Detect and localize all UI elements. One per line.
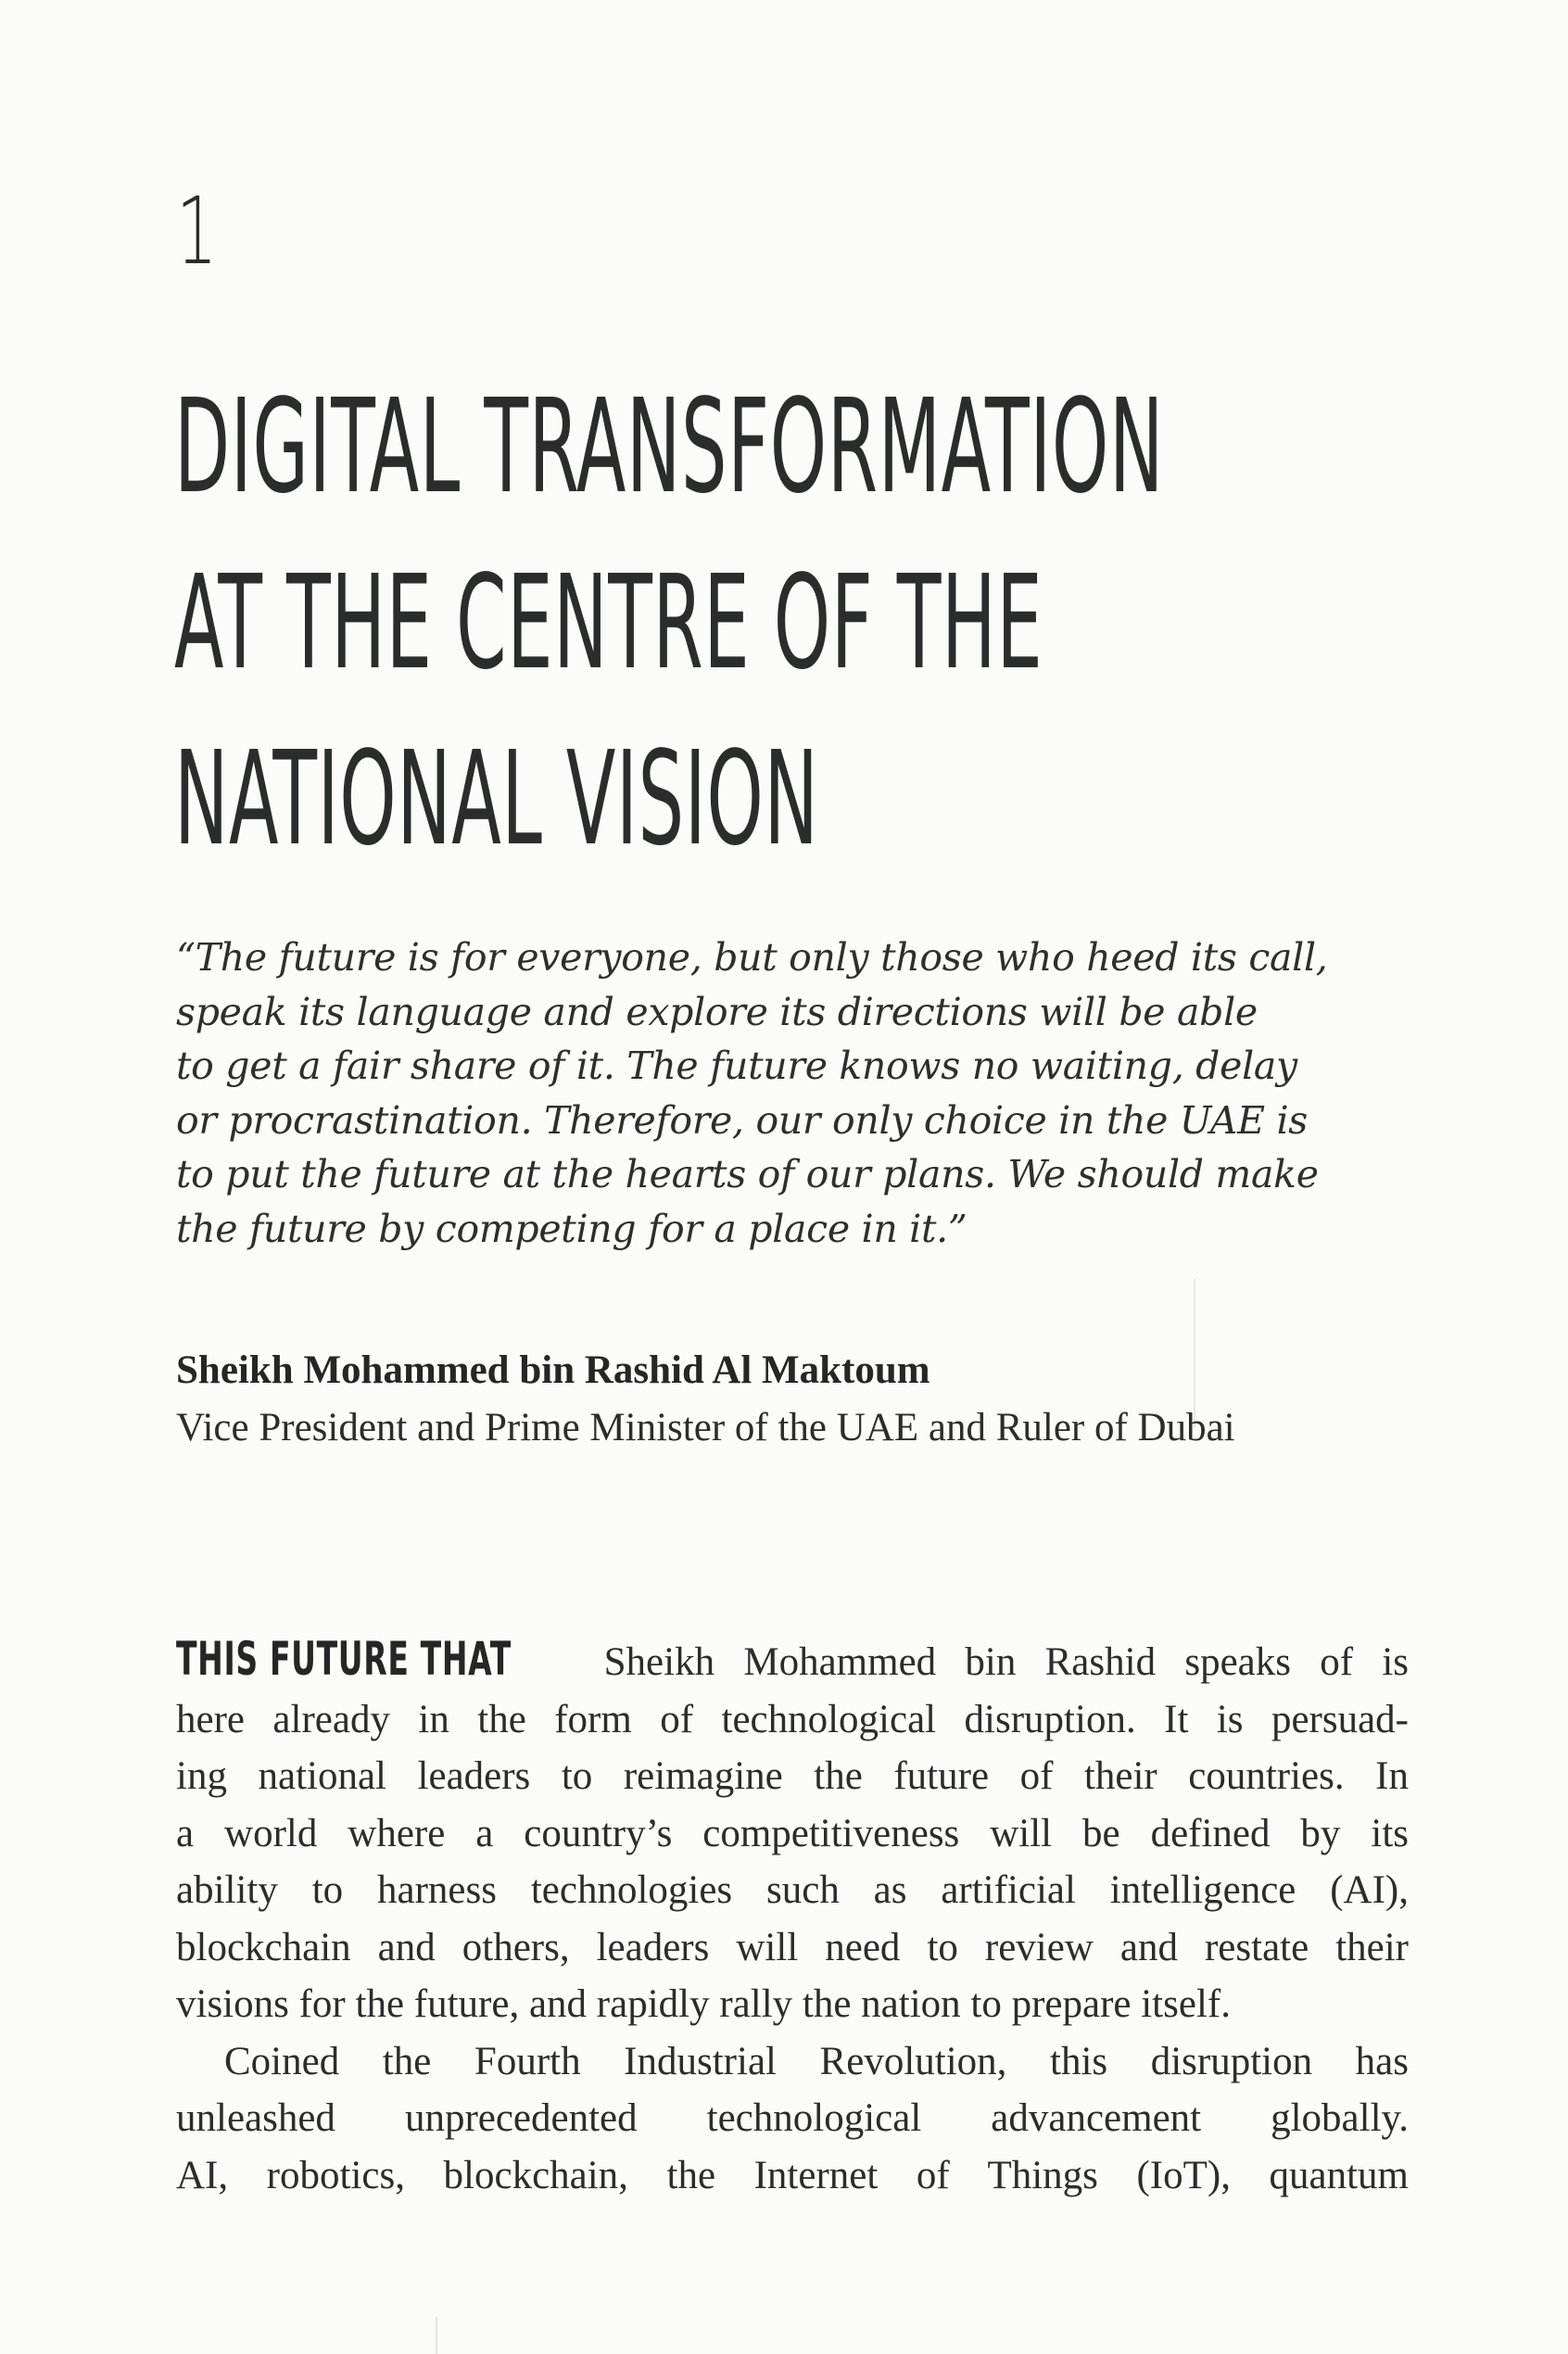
lead-in-caps: THIS FUTURE THAT: [176, 1632, 512, 1686]
body-line: Coined the Fourth Industrial Revolution, this disruption has: [224, 2039, 1409, 2083]
attribution-name: Sheikh Mohammed bin Rashid Al Maktoum: [176, 1348, 930, 1392]
body-paragraph: [176, 2033, 1409, 2205]
body-line: visions for the future, and rapidly rally the nation to prepare itself.: [176, 1982, 1231, 2026]
body-line: ability to harness technologies such as artificial intelligence (AI),: [176, 1868, 1409, 1912]
epigraph-line: or procrastination. Therefore, our only choice in the UAE is: [176, 1097, 1309, 1143]
epigraph-line: the future by competing for a place in it.”: [176, 1206, 967, 1251]
chapter-title-line: NATIONAL VISION: [174, 724, 819, 875]
scan-artifact: [436, 2317, 437, 2354]
body-line: unleashed unprecedented technological advancement globally.: [176, 2096, 1409, 2140]
epigraph-line: speak its language and explore its directions will be able: [176, 989, 1258, 1034]
chapter-title-line: DIGITAL TRANSFORMATION: [174, 372, 1164, 523]
chapter-title: [174, 360, 1164, 888]
body-line: here already in the form of technological disruption. It is persuad-: [176, 1697, 1409, 1741]
body-text: [176, 1631, 1409, 2204]
body-line: [176, 1631, 1409, 1691]
epigraph-attribution: [176, 1342, 1427, 1457]
body-line: blockchain and others, leaders will need to review and restate their: [176, 1925, 1409, 1969]
epigraph-line: “The future is for everyone, but only those who heed its call,: [176, 935, 1328, 980]
body-line: AI, robotics, blockchain, the Internet of Things (IoT), quantum: [176, 2153, 1409, 2197]
chapter-number: 1: [176, 177, 218, 285]
epigraph-line: to put the future at the hearts of our plans. We should make: [176, 1152, 1319, 1196]
epigraph-line: to get a fair share of it. The future knows no waiting, delay: [176, 1044, 1297, 1088]
body-line: ing national leaders to reimagine the future of their countries. In: [176, 1754, 1409, 1798]
chapter-title-line: AT THE CENTRE OF THE: [174, 548, 1043, 699]
body-line-text: Sheikh Mohammed bin Rashid speaks of is: [603, 1640, 1409, 1684]
epigraph-quote: [176, 930, 1328, 1256]
attribution-role: Vice President and Prime Minister of the UAE and Ruler of Dubai: [176, 1406, 1235, 1449]
body-paragraph: [176, 1631, 1409, 2033]
body-line: a world where a country’s competitiveness will be defined by its: [176, 1811, 1409, 1855]
